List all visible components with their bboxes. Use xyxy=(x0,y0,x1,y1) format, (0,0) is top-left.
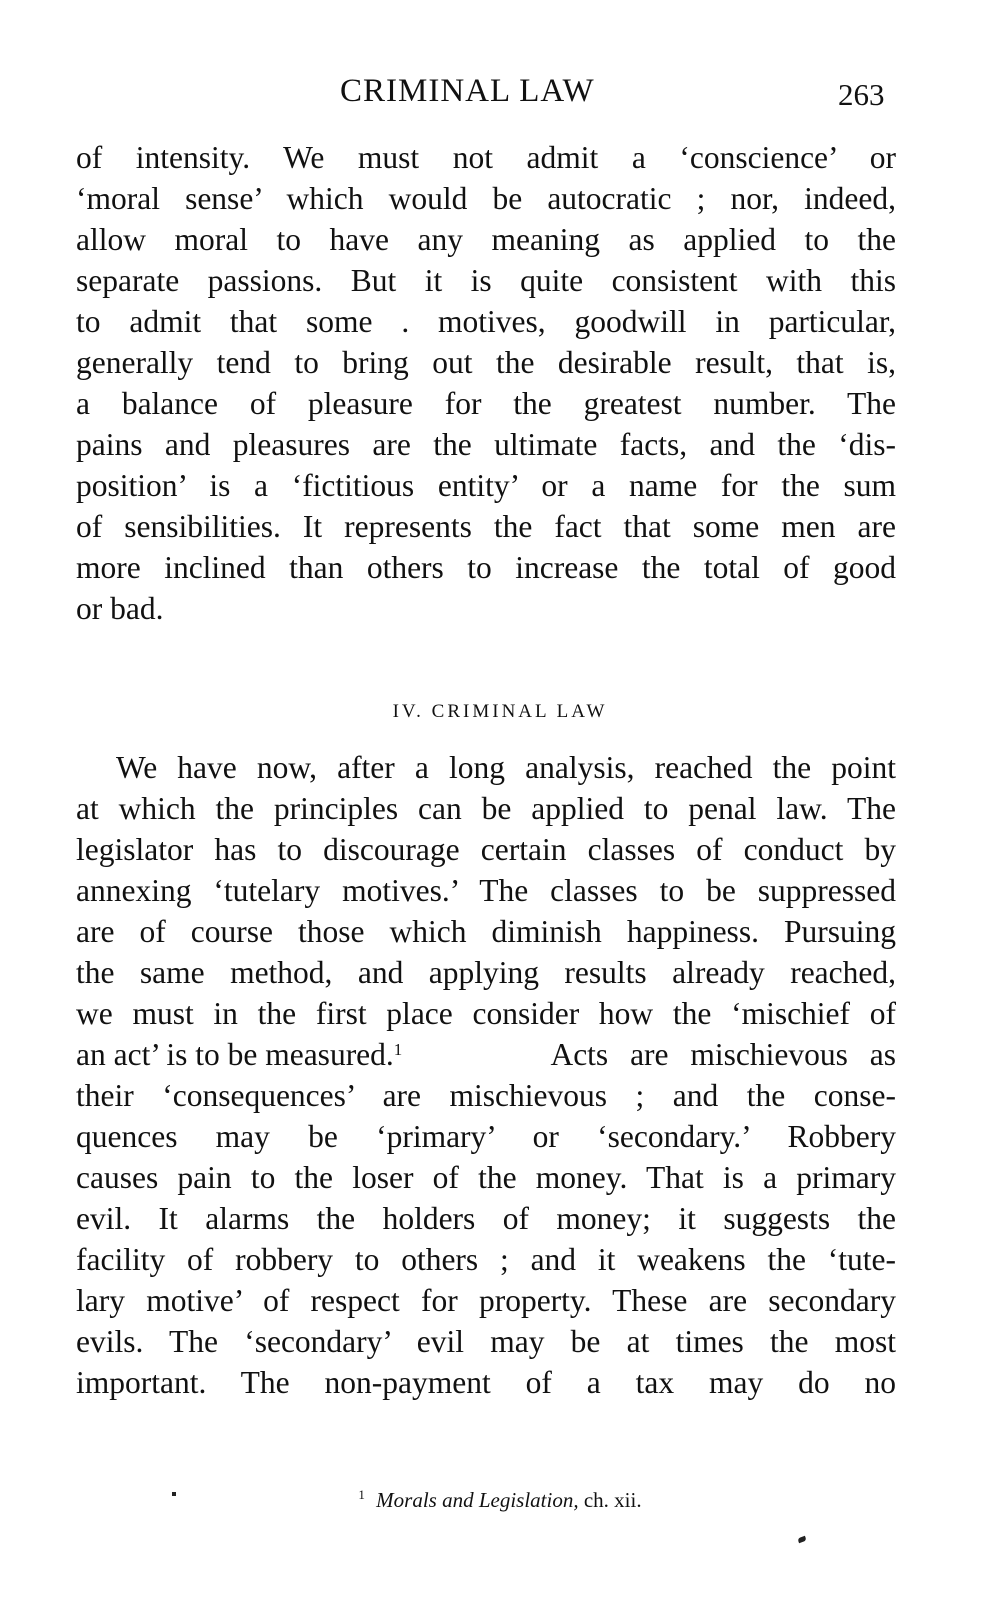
text-line: to admit that some . motives, goodwill in particular, xyxy=(76,304,896,339)
text-line-with-footnote xyxy=(76,1034,896,1075)
text-line: legislator has to discourage certain classes of conduct by xyxy=(76,832,896,867)
text-line: We have now, after a long analysis, reached the point xyxy=(116,750,896,785)
text-segment xyxy=(76,1034,402,1075)
text-line: position’ is a ‘fictitious entity’ or a name for the sum xyxy=(76,468,896,503)
page-number: 263 xyxy=(838,77,885,112)
footnote-source-title: Morals and Legislation, xyxy=(376,1488,579,1512)
text-line: evils. The ‘secondary’ evil may be at times the most xyxy=(76,1324,896,1359)
text-line: separate passions. But it is quite consistent with this xyxy=(76,263,896,298)
paragraph-2 xyxy=(76,747,896,1403)
text-line: allow moral to have any meaning as applied to the xyxy=(76,222,896,257)
paragraph-1 xyxy=(76,137,896,629)
text-line: evil. It alarms the holders of money; it suggests the xyxy=(76,1201,896,1236)
text-line: important. The non-payment of a tax may do no xyxy=(76,1365,896,1400)
footnote-reference[interactable]: 1 xyxy=(393,1040,403,1059)
text-segment: Acts are mischievous as xyxy=(550,1037,896,1072)
text-line: of sensibilities. It represents the fact that some men are xyxy=(76,509,896,544)
text-line: lary motive’ of respect for property. These are secondary xyxy=(76,1283,896,1318)
text-line: generally tend to bring out the desirable result, that is, xyxy=(76,345,896,380)
text-line: quences may be ‘primary’ or ‘secondary.’ Robbery xyxy=(76,1119,896,1154)
footnote-marker: 1 xyxy=(358,1487,365,1502)
text-line: facility of robbery to others ; and it weakens the ‘tute- xyxy=(76,1242,896,1277)
text-fragment: an act’ is to be measured. xyxy=(76,1037,394,1072)
footnote-chapter: ch. xii. xyxy=(583,1488,642,1512)
text-line: causes pain to the loser of the money. That is a primary xyxy=(76,1160,896,1195)
text-line: annexing ‘tutelary motives.’ The classes to be suppressed xyxy=(76,873,896,908)
text-line: a balance of pleasure for the greatest number. The xyxy=(76,386,896,421)
text-line: are of course those which diminish happiness. Pursuing xyxy=(76,914,896,949)
text-line: the same method, and applying results already reached, xyxy=(76,955,896,990)
scan-speck xyxy=(172,1492,176,1496)
text-line: their ‘consequences’ are mischievous ; and the conse- xyxy=(76,1078,896,1113)
text-line: pains and pleasures are the ultimate facts, and the ‘dis- xyxy=(76,427,896,462)
footnote xyxy=(0,1480,1000,1515)
text-line: or bad. xyxy=(76,591,164,626)
scan-speck xyxy=(797,1536,806,1543)
text-line: of intensity. We must not admit a ‘conscience’ or xyxy=(76,140,896,175)
text-line: ‘moral sense’ which would be autocratic ; nor, indeed, xyxy=(76,181,896,216)
section-heading: IV. CRIMINAL LAW xyxy=(392,701,608,722)
running-head xyxy=(0,66,1000,116)
running-title: CRIMINAL LAW xyxy=(340,73,595,109)
text-line: we must in the first place consider how the ‘mischief of xyxy=(76,996,896,1031)
text-line: at which the principles can be applied to penal law. The xyxy=(76,791,896,826)
text-line: more inclined than others to increase the total of good xyxy=(76,550,896,585)
